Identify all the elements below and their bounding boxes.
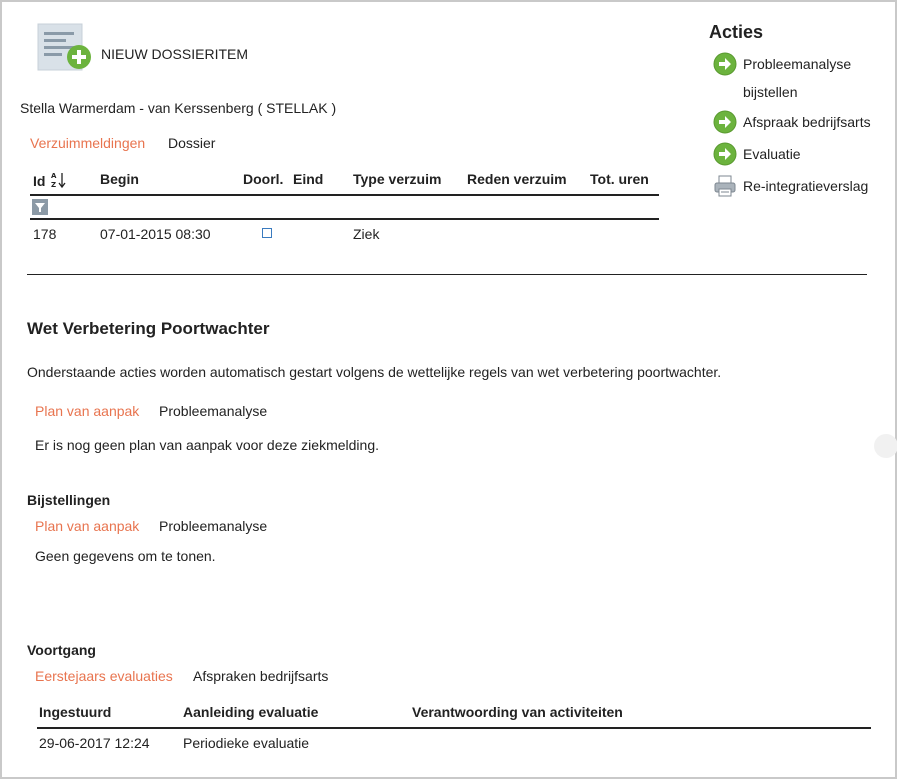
arrow-right-circle-icon	[713, 142, 737, 166]
column-header-id[interactable]	[33, 171, 67, 189]
column-header-doorl[interactable]: Doorl.	[243, 171, 284, 187]
tab-probleemanalyse[interactable]: Probleemanalyse	[159, 403, 268, 419]
cell-aanleiding: Periodieke evaluatie	[183, 735, 310, 751]
column-header-ingestuurd[interactable]: Ingestuurd	[39, 704, 112, 720]
filter-row-divider	[30, 218, 659, 220]
tab-bijstelling-probleemanalyse[interactable]: Probleemanalyse	[159, 518, 268, 534]
svg-text:Z: Z	[51, 181, 57, 189]
column-header-begin[interactable]: Begin	[100, 171, 139, 187]
employee-name: Stella Warmerdam - van Kerssenberg ( STELLAK )	[20, 100, 337, 116]
bijstellingen-title: Bijstellingen	[27, 492, 111, 508]
column-header-verantwoording[interactable]: Verantwoording van activiteiten	[412, 704, 623, 720]
tab-bijstelling-plan-van-aanpak[interactable]: Plan van aanpak	[35, 518, 140, 534]
section-divider	[27, 274, 867, 275]
new-dossier-item-button[interactable]	[36, 22, 266, 74]
column-header-id-label: Id	[33, 173, 46, 189]
wvp-intro: Onderstaande acties worden automatisch gestart volgens de wettelijke regels van wet verbetering poortwachter.	[27, 364, 722, 380]
column-header-reden[interactable]: Reden verzuim	[467, 171, 567, 187]
action-label: Evaluatie	[743, 146, 801, 162]
voortgang-title: Voortgang	[27, 642, 96, 658]
arrow-right-circle-icon	[713, 52, 737, 76]
cell-ingestuurd: 29-06-2017 12:24	[39, 735, 150, 751]
column-header-type[interactable]: Type verzuim	[353, 171, 442, 187]
svg-text:A: A	[51, 172, 57, 180]
empty-plan-message: Er is nog geen plan van aanpak voor deze ziekmelding.	[35, 437, 379, 453]
action-probleemanalyse-bijstellen[interactable]	[713, 50, 883, 106]
actions-title: Acties	[709, 22, 764, 42]
cell-type: Ziek	[353, 226, 380, 242]
evaluations-header-divider	[37, 727, 871, 729]
column-header-eind[interactable]: Eind	[293, 171, 324, 187]
tab-verzuimmeldingen[interactable]: Verzuimmeldingen	[30, 135, 146, 151]
sort-az-icon	[51, 171, 67, 189]
action-re-integratieverslag[interactable]	[713, 172, 883, 200]
cell-id: 178	[33, 226, 57, 242]
arrow-right-circle-icon	[713, 110, 737, 134]
column-header-aanleiding[interactable]: Aanleiding evaluatie	[183, 704, 319, 720]
tab-dossier[interactable]: Dossier	[168, 135, 216, 151]
action-afspraak-bedrijfsarts[interactable]	[713, 108, 893, 136]
new-dossier-item-label: NIEUW DOSSIERITEM	[101, 46, 249, 62]
tab-afspraken-bedrijfsarts[interactable]: Afspraken bedrijfsarts	[193, 668, 329, 684]
scroll-handle[interactable]	[874, 434, 897, 458]
action-label: Probleemanalyse bijstellen	[743, 56, 852, 100]
action-label: Afspraak bedrijfsarts	[743, 114, 871, 130]
doorl-checkbox[interactable]	[262, 228, 272, 238]
new-document-icon	[36, 22, 94, 74]
column-header-uren[interactable]: Tot. uren	[590, 171, 649, 187]
filter-icon[interactable]	[32, 199, 48, 215]
printer-icon	[713, 174, 737, 198]
tab-eerstejaars-evaluaties[interactable]: Eerstejaars evaluaties	[35, 668, 173, 684]
wvp-title: Wet Verbetering Poortwachter	[27, 319, 270, 338]
table-header-divider	[30, 194, 659, 196]
action-evaluatie[interactable]	[713, 140, 883, 168]
action-label: Re-integratieverslag	[743, 178, 869, 194]
cell-begin: 07-01-2015 08:30	[100, 226, 211, 242]
empty-bijstellingen-message: Geen gegevens om te tonen.	[35, 548, 216, 564]
tab-plan-van-aanpak[interactable]: Plan van aanpak	[35, 403, 140, 419]
